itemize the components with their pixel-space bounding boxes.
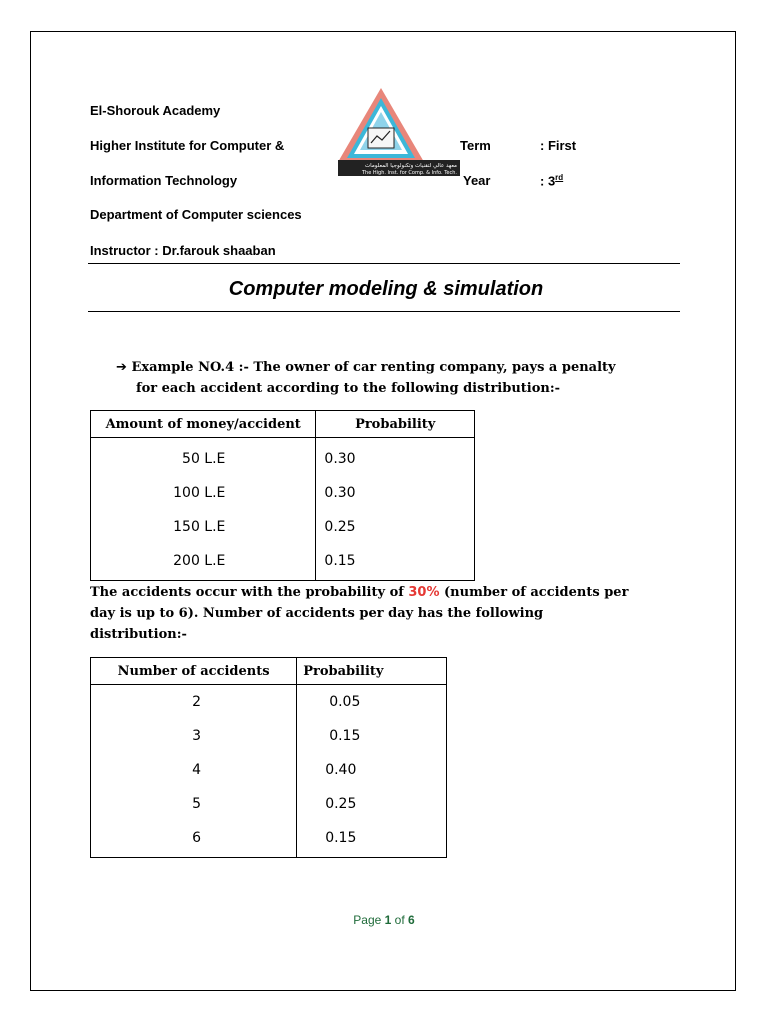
institute-name-cont: Information Technology xyxy=(90,173,238,188)
table1-prob-cell: 0.25 xyxy=(324,519,356,535)
table2-number-column xyxy=(91,685,297,858)
table1-amount-cell: 50 L.E xyxy=(182,451,226,467)
table2-header-probability: Probability xyxy=(297,658,447,685)
table1-prob-cell: 0.30 xyxy=(324,451,356,467)
header-rule-bottom xyxy=(88,311,680,312)
institute-logo xyxy=(338,88,460,180)
table2-prob-cell: 0.15 xyxy=(329,728,361,744)
penalty-distribution-table xyxy=(90,410,475,581)
table2-number-cell: 6 xyxy=(192,830,202,846)
paragraph-line-1 xyxy=(90,582,628,603)
paragraph-line-2: day is up to 6). Number of accidents per day has the following xyxy=(90,606,544,621)
year-value: : 3rd xyxy=(540,173,564,189)
page-prefix: Page xyxy=(353,913,385,927)
paragraph-text-b: (number of accidents per xyxy=(439,585,629,600)
year-label: Year xyxy=(463,173,491,188)
example-text-1: Example NO.4 :- The owner of car renting company, pays a penalty xyxy=(131,360,616,375)
header-rule-top xyxy=(88,263,680,264)
arrow-icon: ➔ xyxy=(116,360,127,375)
table2-number-cell: 3 xyxy=(192,728,202,744)
table2-prob-cell: 0.25 xyxy=(325,796,357,812)
table1-amount-cell: 150 L.E xyxy=(173,519,226,535)
table1-prob-cell: 0.15 xyxy=(324,553,356,569)
table2-prob-cell: 0.40 xyxy=(325,762,357,778)
page-total: 6 xyxy=(408,913,415,927)
table2-header-number: Number of accidents xyxy=(91,658,297,685)
logo-arabic-text: معهد عالي لتقنيات وتكنولوجيا المعلومات xyxy=(365,163,457,169)
term-label: Term xyxy=(460,138,491,153)
page-middle: of xyxy=(391,913,409,927)
example-line-1 xyxy=(116,357,616,378)
table1-amount-cell: 200 L.E xyxy=(173,553,226,569)
academy-name: El-Shorouk Academy xyxy=(90,103,221,118)
table2-prob-cell: 0.05 xyxy=(329,694,361,710)
department-name: Department of Computer sciences xyxy=(90,207,302,222)
table1-header-amount: Amount of money/accident xyxy=(91,411,316,438)
logo-english-text: The High. Inst. for Comp. & Info. Tech. xyxy=(361,170,457,176)
accidents-distribution-table xyxy=(90,657,447,858)
page-number xyxy=(0,913,768,927)
paragraph-text-a: The accidents occur with the probability of xyxy=(90,585,409,600)
table1-amount-column xyxy=(91,438,316,581)
paragraph-line-3: distribution:- xyxy=(90,627,187,642)
table1-header-probability: Probability xyxy=(316,411,475,438)
page-current: 1 xyxy=(384,913,392,927)
table1-probability-column xyxy=(316,438,475,581)
highlight-percentage: 30% xyxy=(408,585,440,600)
table2-number-cell: 2 xyxy=(192,694,202,710)
table2-number-cell: 5 xyxy=(192,796,202,812)
instructor-name: Instructor : Dr.farouk shaaban xyxy=(90,243,276,258)
example-line-2: for each accident according to the following distribution:- xyxy=(136,381,561,396)
table1-amount-cell: 100 L.E xyxy=(173,485,226,501)
institute-name: Higher Institute for Computer & xyxy=(90,138,285,153)
term-value: : First xyxy=(540,138,577,153)
table2-prob-cell: 0.15 xyxy=(325,830,357,846)
table2-number-cell: 4 xyxy=(192,762,202,778)
table2-probability-column xyxy=(297,685,447,858)
year-suffix: rd xyxy=(555,173,564,182)
logo-chart-box xyxy=(368,128,394,148)
table1-prob-cell: 0.30 xyxy=(324,485,356,501)
document-title: Computer modeling & simulation xyxy=(228,278,544,300)
